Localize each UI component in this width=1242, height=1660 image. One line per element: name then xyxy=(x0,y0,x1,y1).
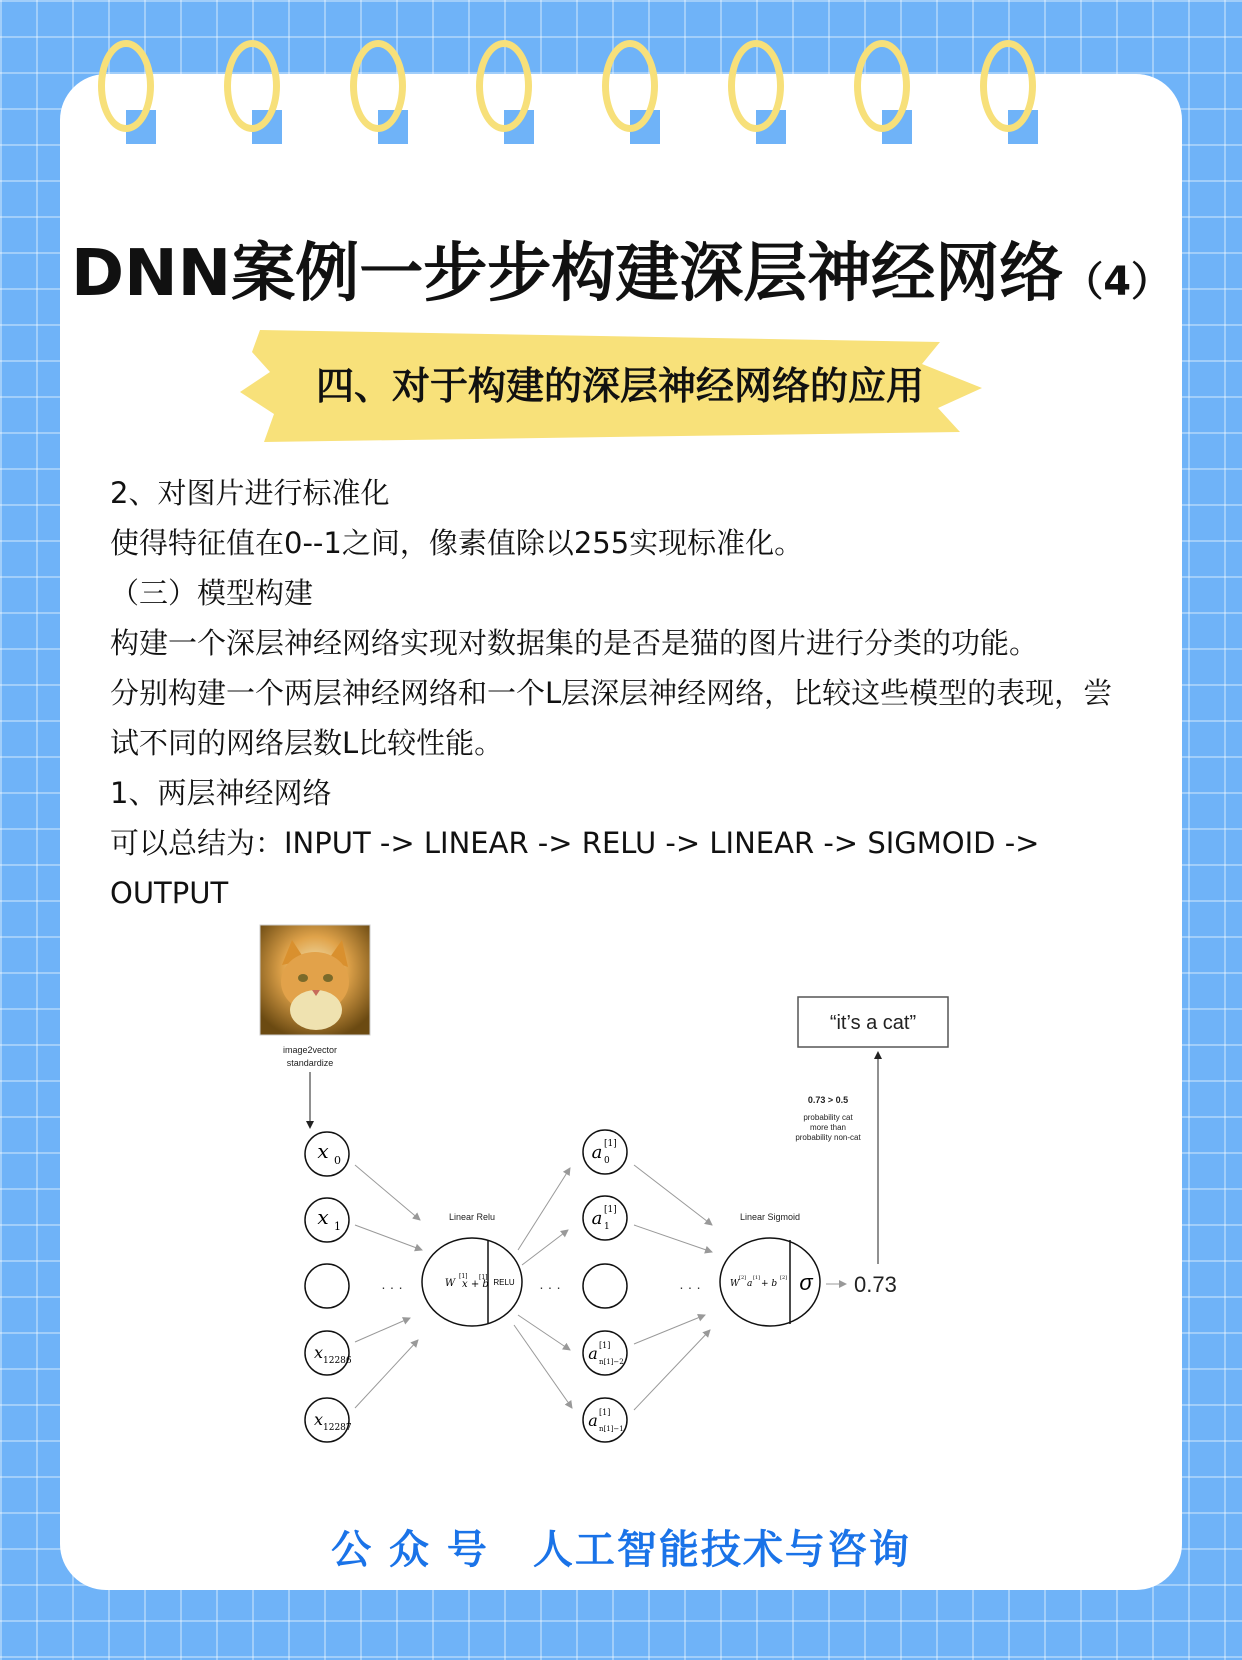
hidden-node xyxy=(583,1264,627,1308)
paragraph: （三）模型构建 xyxy=(110,576,314,610)
paragraph: 可以总结为：INPUT -> LINEAR -> RELU -> LINEAR -> SIGMOID -> OUTPUT xyxy=(110,826,1040,910)
binder-ring xyxy=(980,40,1036,132)
linear-relu-neuron xyxy=(422,1238,522,1326)
layer1-title: Linear Relu xyxy=(448,1212,496,1222)
body-text xyxy=(110,468,1130,918)
binder-ring xyxy=(350,40,406,132)
svg-text:a: a xyxy=(588,1344,598,1363)
paragraph: 构建一个深层神经网络实现对数据集的是否是猫的图片进行分类的功能。 xyxy=(110,626,1039,660)
footer xyxy=(0,1518,1242,1575)
layer2-title: Linear Sigmoid xyxy=(739,1212,801,1222)
threshold-note: probability cat xyxy=(803,1113,853,1122)
binder-ring xyxy=(854,40,910,132)
ellipsis: · · · xyxy=(381,1279,403,1295)
threshold-note: 0.73 > 0.5 xyxy=(807,1095,849,1105)
result-box xyxy=(798,997,948,1047)
ellipsis: · · · xyxy=(679,1279,701,1295)
svg-text:W: W xyxy=(444,1278,456,1289)
svg-text:[2]: [2] xyxy=(739,1275,747,1281)
binder-ring xyxy=(98,40,154,132)
paragraph: 2、对图片进行标准化 xyxy=(110,476,390,510)
svg-text:x: x xyxy=(314,1343,324,1362)
threshold-note: more than xyxy=(809,1123,847,1132)
binder-ring xyxy=(224,40,280,132)
svg-text:[1]: [1] xyxy=(604,1205,617,1215)
preprocess-label: standardize xyxy=(286,1058,334,1068)
paragraph: 1、两层神经网络 xyxy=(110,776,332,810)
network-diagram xyxy=(250,920,970,1450)
input-node xyxy=(305,1331,349,1375)
svg-text:x + b: x + b xyxy=(462,1279,489,1290)
footer-label: 公 众 号 xyxy=(331,1527,489,1573)
svg-text:a: a xyxy=(588,1411,598,1430)
binder-ring xyxy=(728,40,784,132)
footer-account-name: 人工智能技术与咨询 xyxy=(532,1527,911,1573)
svg-text:12287: 12287 xyxy=(323,1423,352,1433)
paragraph: 使得特征值在0--1之间，像素值除以255实现标准化。 xyxy=(110,526,804,560)
svg-text:a: a xyxy=(591,1142,603,1163)
svg-text:x: x xyxy=(317,1205,329,1229)
input-node xyxy=(305,1264,349,1308)
svg-text:+ b: + b xyxy=(761,1279,778,1289)
svg-text:[1]: [1] xyxy=(599,1408,611,1417)
hidden-layer xyxy=(583,1130,627,1442)
svg-text:[1]: [1] xyxy=(479,1274,488,1281)
svg-text:a: a xyxy=(747,1279,753,1289)
output-value: 0.73 xyxy=(854,1272,897,1297)
threshold-note: probability non-cat xyxy=(795,1133,861,1142)
linear-sigmoid-neuron xyxy=(720,1238,820,1326)
input-node xyxy=(305,1398,349,1442)
binder-ring xyxy=(476,40,532,132)
cat-image xyxy=(260,925,370,1035)
page-title xyxy=(0,222,1242,314)
svg-text:x: x xyxy=(317,1139,329,1163)
ellipsis: · · · xyxy=(539,1279,561,1295)
svg-text:[1]: [1] xyxy=(753,1275,761,1281)
svg-text:[1]: [1] xyxy=(459,1273,468,1280)
binder-ring xyxy=(602,40,658,132)
svg-text:1: 1 xyxy=(334,1220,341,1233)
svg-text:0: 0 xyxy=(334,1154,341,1167)
svg-text:n[1]−2: n[1]−2 xyxy=(599,1358,624,1366)
svg-text:n[1]−1: n[1]−1 xyxy=(599,1425,624,1433)
hidden-node xyxy=(583,1130,627,1174)
hidden-node xyxy=(583,1196,627,1240)
svg-text:[1]: [1] xyxy=(599,1341,611,1350)
result-label: “it’s a cat” xyxy=(829,1012,917,1034)
section-heading: 四、对于构建的深层神经网络的应用 xyxy=(315,364,924,408)
preprocess-label: image2vector xyxy=(282,1045,338,1055)
relu-label: RELU xyxy=(493,1278,515,1287)
svg-text:[1]: [1] xyxy=(604,1139,617,1149)
svg-text:.: . xyxy=(472,1273,474,1280)
svg-text:[2]: [2] xyxy=(780,1275,788,1281)
svg-text:W: W xyxy=(730,1279,740,1289)
svg-text:a: a xyxy=(591,1208,603,1229)
section-banner xyxy=(240,330,1000,442)
svg-text:0: 0 xyxy=(604,1156,610,1166)
svg-text:1: 1 xyxy=(604,1222,610,1232)
svg-text:x: x xyxy=(314,1410,324,1429)
sigma-symbol: σ xyxy=(799,1270,813,1295)
page-title-main: DNN案例一步步构建深层神经网络 xyxy=(70,237,1064,311)
paragraph: 分别构建一个两层神经网络和一个L层深层神经网络，比较这些模型的表现，尝试不同的网络层数L比较性能。 xyxy=(110,676,1113,760)
input-layer xyxy=(305,1132,352,1442)
page-title-suffix: （4） xyxy=(1063,259,1172,305)
svg-text:12286: 12286 xyxy=(323,1356,352,1366)
